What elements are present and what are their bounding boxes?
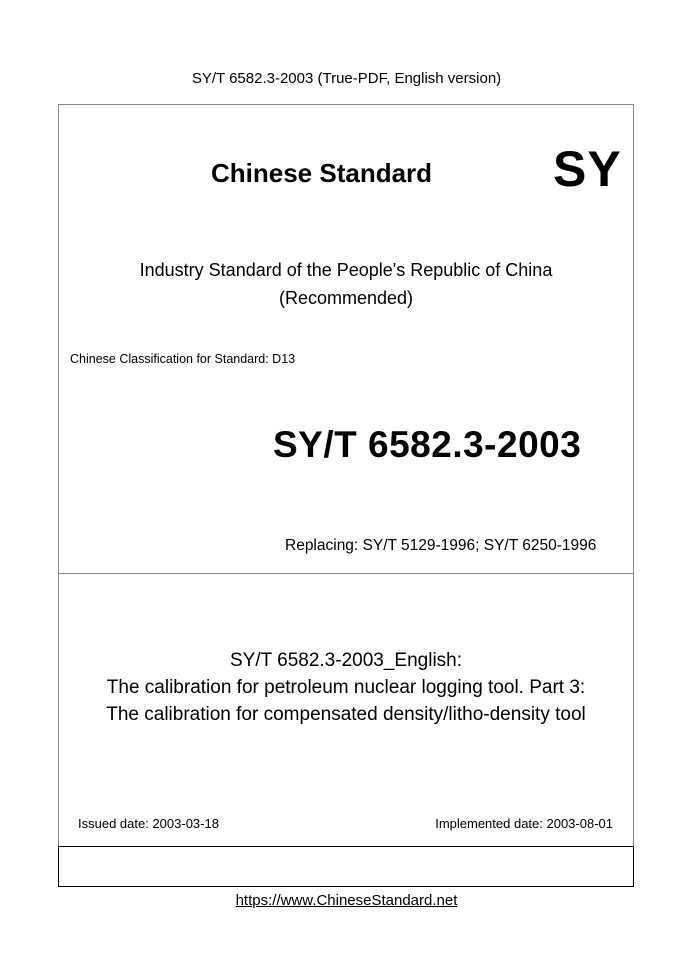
replacing-line: Replacing: SY/T 5129-1996; SY/T 6250-1996	[285, 537, 597, 554]
website-link[interactable]: https://www.ChineseStandard.net	[235, 892, 458, 909]
chinese-standard-heading: Chinese Standard	[211, 158, 433, 188]
issued-date: Issued date: 2003-03-18	[78, 816, 219, 831]
english-title-line-3: The calibration for compensated density/litho-density tool	[106, 704, 586, 725]
english-title-line-2: The calibration for petroleum nuclear logging tool. Part 3:	[106, 677, 586, 698]
english-title-line-1: SY/T 6582.3-2003_English:	[229, 650, 463, 671]
industry-standard-line: Industry Standard of the People's Republic of China	[139, 260, 553, 280]
implemented-date: Implemented date: 2003-08-01	[435, 816, 613, 831]
recommended-line: (Recommended)	[278, 288, 414, 308]
footer	[0, 892, 693, 909]
classification-label: Chinese Classification for Standard: D13	[70, 352, 296, 366]
document-header: SY/T 6582.3-2003 (True-PDF, English version)	[191, 70, 502, 87]
standard-number: SY/T 6582.3-2003	[273, 424, 582, 465]
cover-bottom-frame	[58, 846, 634, 887]
sy-standard-mark: SY	[553, 141, 622, 197]
